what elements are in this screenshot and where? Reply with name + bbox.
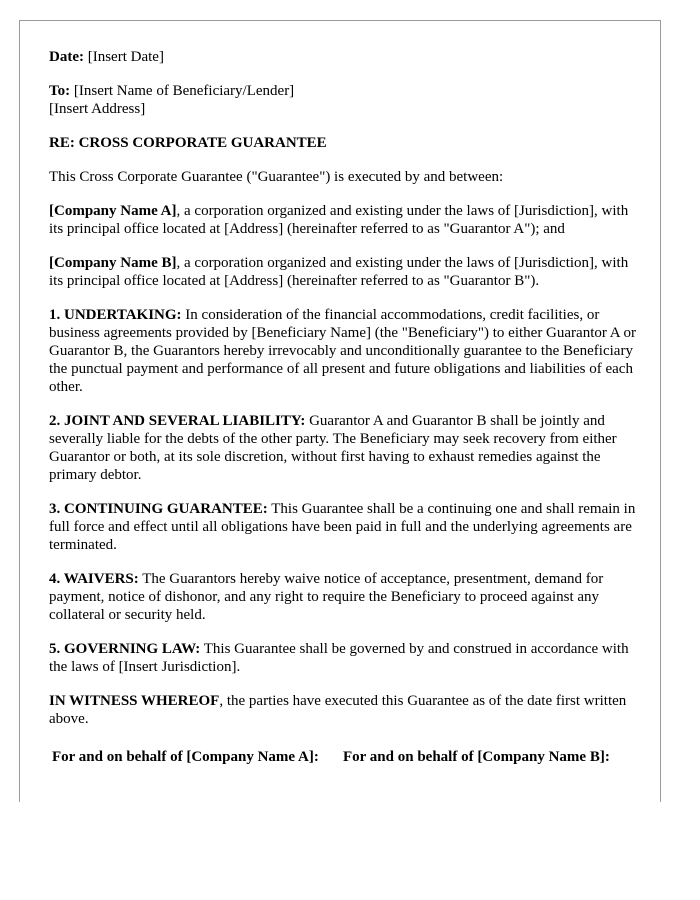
- intro-paragraph: This Cross Corporate Guarantee ("Guarantee") is executed by and between:: [49, 169, 504, 185]
- to-label: To:: [49, 83, 71, 99]
- section-text: This Guarantee shall be a continuing one and shall remain in full force and effect until all obligations have been paid in full and the underlying agreements are terminated.: [49, 501, 636, 553]
- section-undertaking: [49, 306, 639, 396]
- section-joint-liability: [49, 412, 639, 484]
- signature-label-company-b: For and on behalf of [Company Name B]:: [343, 749, 610, 765]
- section-text: The Guarantors hereby waive notice of acceptance, presentment, demand for payment, notice of dishonor, and any right to require the Beneficiary to proceed against any collateral or security held.: [49, 571, 604, 623]
- party-b-text: , a corporation organized and existing under the laws of [Jurisdiction], with its principal office located at [Address] (hereinafter referred to as "Guarantor B").: [49, 255, 629, 289]
- witness-text: , the parties have executed this Guarantee as of the date first written above.: [49, 693, 627, 727]
- date-label: Date:: [49, 49, 84, 65]
- document-page: [19, 20, 661, 802]
- party-a-name: [Company Name A]: [49, 203, 177, 219]
- section-heading: 1. UNDERTAKING:: [49, 307, 182, 323]
- party-b-name: [Company Name B]: [49, 255, 177, 271]
- section-continuing-guarantee: [49, 500, 639, 554]
- party-a-paragraph: [49, 202, 639, 238]
- section-heading: 3. CONTINUING GUARANTEE:: [49, 501, 268, 517]
- party-b-paragraph: [49, 254, 639, 290]
- section-text: In consideration of the financial accommodations, credit facilities, or business agreements provided by [Beneficiary Name] (the "Beneficiary") to either Guarantor A or Guarantor B, the Guarantors hereby irrevocably and unconditionally guarantee to the Beneficiary the punctual payment and performance of all present and future obligations and liabilities of each other.: [49, 307, 637, 395]
- document-body: [49, 48, 639, 766]
- witness-paragraph: [49, 692, 639, 728]
- recipient-block: [49, 82, 639, 118]
- section-heading: 5. GOVERNING LAW:: [49, 641, 201, 657]
- section-waivers: [49, 570, 639, 624]
- date-line: [49, 48, 639, 66]
- recipient-address: [Insert Address]: [49, 101, 146, 117]
- signature-row: [49, 748, 639, 766]
- recipient-name: [Insert Name of Beneficiary/Lender]: [73, 83, 295, 99]
- section-heading: 4. WAIVERS:: [49, 571, 139, 587]
- section-heading: 2. JOINT AND SEVERAL LIABILITY:: [49, 413, 306, 429]
- subject-line: RE: CROSS CORPORATE GUARANTEE: [49, 135, 327, 151]
- section-governing-law: [49, 640, 639, 676]
- witness-heading: IN WITNESS WHEREOF: [49, 693, 220, 709]
- section-text: Guarantor A and Guarantor B shall be jointly and severally liable for the debts of the other party. The Beneficiary may seek recovery from either Guarantor or both, at its sole discretion, without first having to exhaust remedies against the primary debtor.: [49, 413, 617, 483]
- party-a-text: , a corporation organized and existing under the laws of [Jurisdiction], with its principal office located at [Address] (hereinafter referred to as "Guarantor A"); and: [49, 203, 629, 237]
- section-text: This Guarantee shall be governed by and construed in accordance with the laws of [Insert Jurisdiction].: [49, 641, 629, 675]
- signature-label-company-a: For and on behalf of [Company Name A]:: [52, 749, 319, 765]
- date-value: [Insert Date]: [87, 49, 164, 65]
